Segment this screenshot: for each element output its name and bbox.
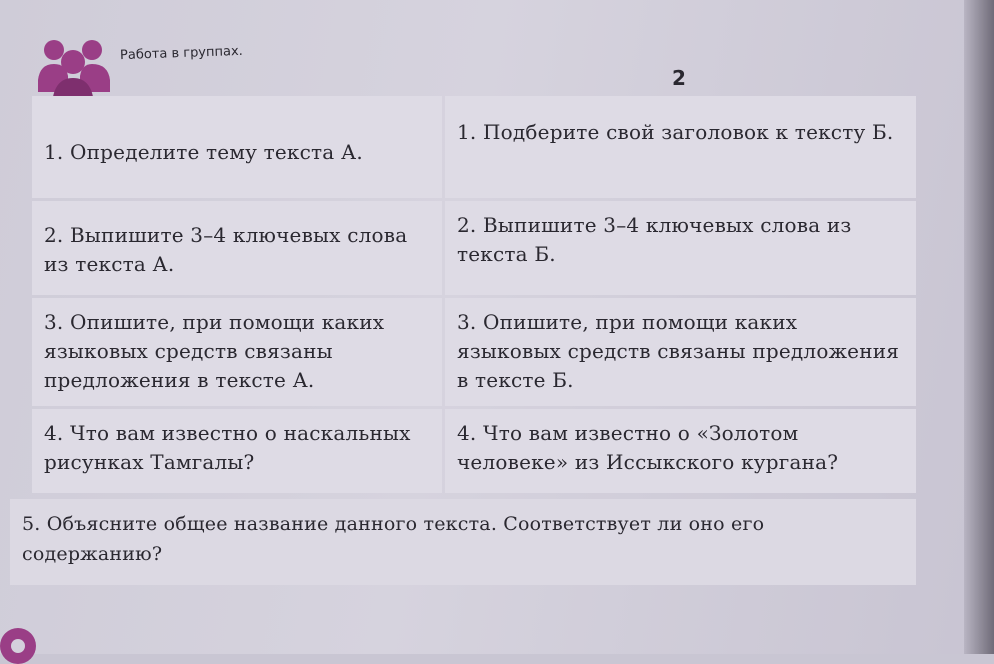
group-people-icon	[34, 32, 114, 104]
task-4-left: 4. Что вам известно о наскальных рисунках Тамгалы?	[32, 409, 442, 493]
book-spine	[964, 0, 994, 654]
column-number: 2	[672, 66, 686, 90]
task-2-right: 2. Выпишите 3–4 ключевых слова из текста Б.	[445, 201, 916, 295]
task-5-full: 5. Объясните общее название данного текста. Соответствует ли оно его содержанию?	[10, 499, 916, 585]
task-2-left: 2. Выпишите 3–4 ключевых слова из текста А.	[32, 201, 442, 295]
task-row	[32, 96, 916, 198]
task-4-right: 4. Что вам известно о «Золотом человеке» из Иссыкского кургана?	[445, 409, 916, 493]
task-1-left: 1. Определите тему текста А.	[32, 96, 442, 198]
task-table	[22, 96, 916, 588]
task-row	[32, 409, 916, 493]
task-row	[32, 298, 916, 406]
task-row	[22, 499, 916, 585]
task-row	[32, 201, 916, 295]
corner-marker-icon	[0, 616, 44, 664]
task-3-right: 3. Опишите, при помощи каких языковых средств связаны предложения в тексте Б.	[445, 298, 916, 406]
task-3-left: 3. Опишите, при помощи каких языковых средств связаны предложения в тексте А.	[32, 298, 442, 406]
section-title: Работа в группах.	[119, 43, 244, 64]
task-1-right: 1. Подберите свой заголовок к тексту Б.	[445, 96, 916, 198]
